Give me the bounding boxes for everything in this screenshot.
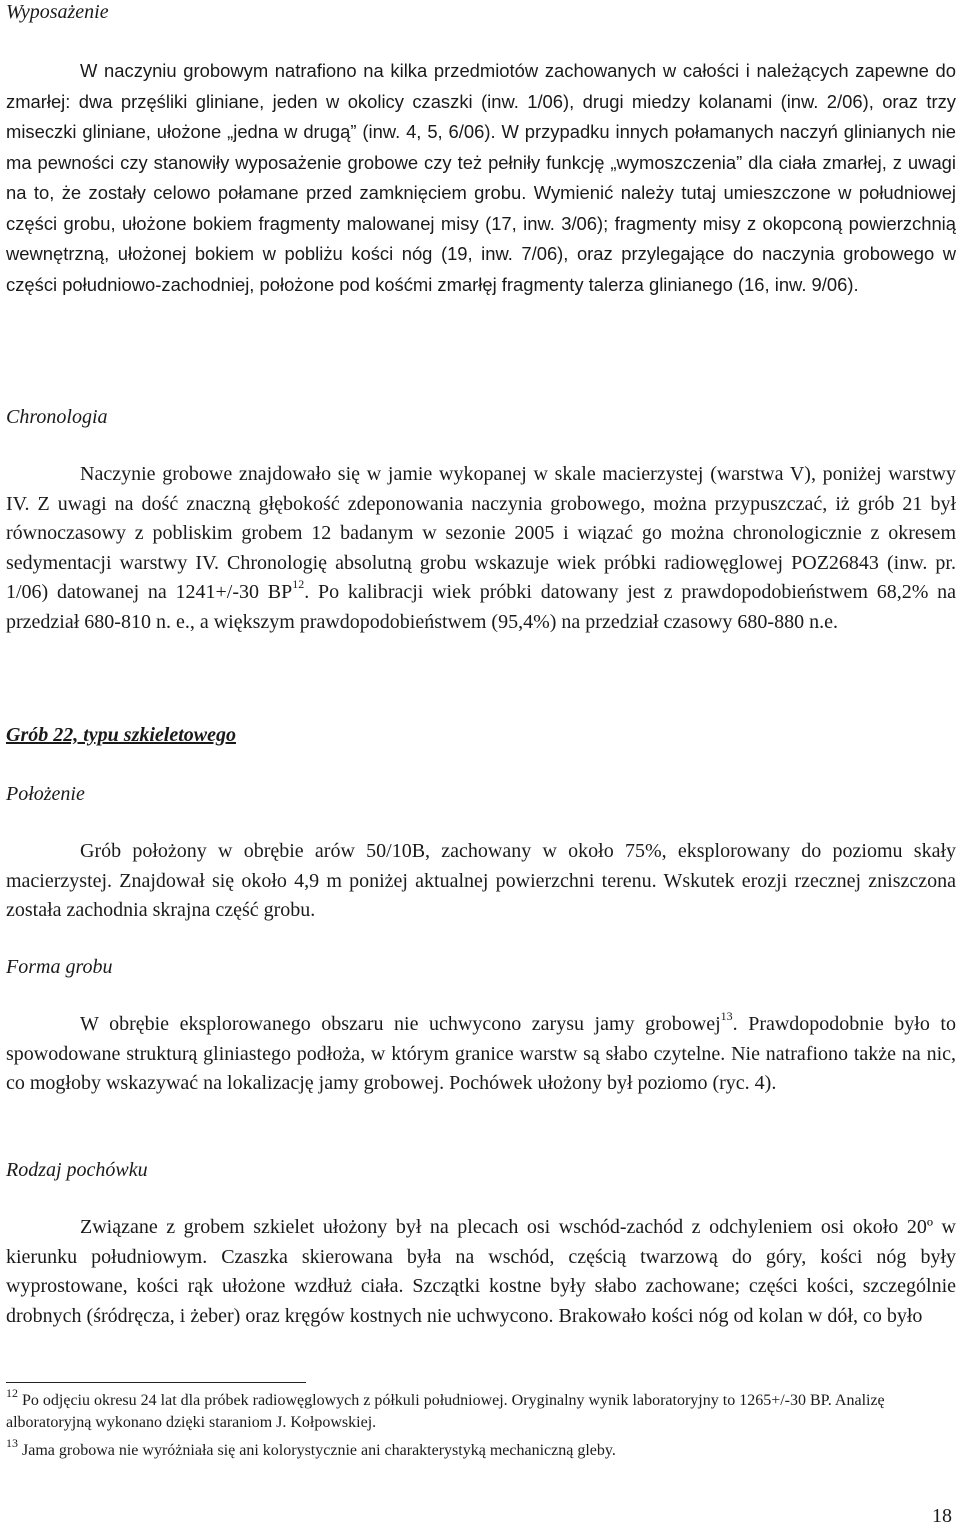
paragraph-wyposazenie-part1: W naczyniu grobowym natrafiono na kilka przedmiotów zachowanych w całości i należących zapewne do zmarłej: dwa przęśliki gliniane, jeden w okolicy czaszki (inw. 1/06), drugi miedzy kolanami (inw. 2/06), oraz trzy miseczki gliniane, ułożone „jedna w drugą” (inw. 4, 5, 6/06). [6,60,956,142]
heading-rodzaj-pochowku: Rodzaj pochówku [6,1159,148,1181]
footnote-number-13: 13 [6,1435,18,1450]
paragraph-chronologia-part2: . Po kalibracji wiek próbki datowany jest z prawdopodobieństwem 68,2% na przedział 680-810 n. e., a większym prawdopodobieństwem (95,4%) na przedział czasowy 680-880 n.e. [6,581,956,633]
heading-grob-22: Grób 22, typu szkieletowego [6,724,236,746]
page-number: 18 [932,1505,952,1527]
paragraph-chronologia-part1: Naczynie grobowe znajdowało się w jamie wykopanej w skale macierzystej (warstwa V), poniżej warstwy IV. Z uwagi na dość znaczną głębokość zdeponowania naczynia grobowego, można przypuszczać, iż grób 21 był równoczasowy z pobliskim grobem 12 badanym w sezonie 2005 i wiązać go można chronologicznie z okresem sedymentacji warstwy IV. Chronologię absolutną grobu wskazuje wiek próbki radiowęglowej POZ26843 (inw. pr. 1/06) datowanej na 1241+/-30 BP [6,463,956,603]
paragraph-wyposazenie-part3: Wymienić należy tutaj umieszczone w południowej części grobu, ułożone bokiem fragmenty malowanej misy (17, inw. 3/06); fragmenty misy z okopconą powierzchnią wewnętrzną, ułożonej bokiem w pobliżu kości nóg (19, inw. 7/06), oraz przylegające do naczynia grobowego w części południowo-zachodniej, położone pod kośćmi zmarłęj fragmenty talerza glinianego (16, inw. 9/06). [6,182,957,295]
paragraph-rodzaj-pochowku: Związane z grobem szkielet ułożony był na plecach osi wschód-zachód z odchyleniem osi około 20º w kierunku południowym. Czaszka skierowana była na wschód, częścią twarzową do góry, kości nóg były wyprostowane, kości rąk ułożone wzdłuż ciała. Szczątki kostne były słabo zachowane; części kości, szczególnie drobnych (śródręcza, i żeber) oraz kręgów kostnych nie uchwycono. Brakowało kości nóg od kolan w dół, co było [6,1216,956,1327]
paragraph-wyposazenie-part2: W przypadku innych połamanych naczyń glinianych nie ma pewności czy stanowiły wyposażenie grobowe czy też pełniły funkcję „wymoszczenia” dla ciała zmarłej, z uwagi na to, że zostały celowo połamane przed zamknięciem grobu. [6,121,956,203]
paragraph-polozenie: Grób położony w obrębie arów 50/10B, zachowany w około 75%, eksplorowany do poziomu skały macierzystej. Znajdował się około 4,9 m poniżej aktualnej powierzchni terenu. Wskutek erozji rzecznej zniszczona została zachodnia skrajna część grobu. [6,840,956,921]
footnote-ref-12[interactable]: 12 [292,577,305,592]
paragraph-forma-part2: . Prawdopodobnie było to spowodowane strukturą gliniastego podłoża, w którym granice warstw są słabo czytelne. Nie natrafiono także na nic, co mogłoby wskazywać na lokalizację jamy grobowej. Pochówek ułożony był poziomo (ryc. 4). [6,1013,956,1094]
paragraph-forma-part1: W obrębie eksplorowanego obszaru nie uchwycono zarysu jamy grobowej [80,1013,721,1035]
paragraph-wyposazenie [6,56,956,300]
paragraph-chronologia [6,460,956,637]
paragraph-forma-grobu [6,1010,956,1099]
heading-chronologia: Chronologia [6,406,108,428]
heading-wyposazenie: Wyposażenie [6,1,109,23]
footnote-text-13: Jama grobowa nie wyróżniała się ani kolorystycznie ani charakterystyką mechaniczną gleby. [18,1442,616,1459]
footnote-12 [6,1385,956,1433]
heading-forma-grobu: Forma grobu [6,956,113,978]
footnote-ref-13[interactable]: 13 [720,1009,733,1024]
footnote-separator [6,1382,306,1383]
heading-polozenie: Położenie [6,783,85,805]
footnote-text-12: Po odjęciu okresu 24 lat dla próbek radiowęglowych z półkuli południowej. Oryginalny wynik laboratoryjny to 1265+/-30 BP. Analizę alboratoryjną wykonano dzięki staraniom J. Kołpowskiej. [6,1392,885,1431]
footnote-number-12: 12 [6,1385,18,1400]
footnote-13 [6,1435,956,1462]
